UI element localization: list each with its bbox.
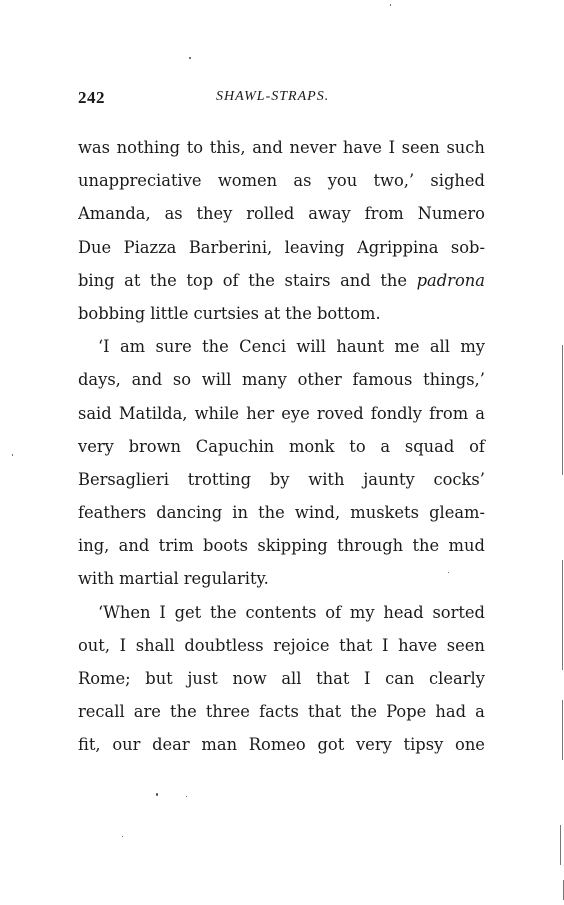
word: skipping [257, 536, 328, 556]
word: from [429, 403, 469, 423]
word: can [385, 669, 415, 688]
word: cocks’ [433, 469, 485, 489]
word: in [232, 503, 248, 523]
word: have [342, 138, 382, 157]
page-header [78, 88, 485, 114]
word: nothing [116, 138, 181, 157]
text-line [78, 333, 485, 366]
word: I [159, 602, 166, 622]
word: the [350, 702, 378, 722]
word: sure [155, 337, 192, 357]
word: through [337, 536, 404, 556]
word: Cenci [239, 337, 287, 357]
word: things,’ [423, 370, 485, 390]
word: the [210, 602, 237, 622]
word: the [412, 536, 440, 556]
word: at [124, 270, 141, 290]
word: such [446, 138, 485, 157]
word: I [364, 669, 371, 688]
word: feathers [78, 503, 147, 523]
text-line [78, 466, 485, 499]
word: jaunty [363, 469, 415, 489]
word: and [131, 370, 163, 390]
scan-edge-line [560, 825, 561, 865]
scan-edge-line [562, 700, 563, 760]
word: with [78, 569, 115, 589]
word: Rome; [78, 669, 131, 688]
word: doubtless [184, 635, 264, 655]
text-line [78, 234, 485, 267]
word: ing, [78, 536, 110, 556]
word: ‘I [98, 337, 110, 357]
word: haunt [336, 337, 385, 357]
word: I [388, 138, 396, 157]
word: tipsy [403, 735, 444, 755]
word: contents [245, 602, 317, 622]
word: our [112, 735, 141, 755]
word: a [475, 702, 485, 722]
word: monk [288, 436, 335, 456]
word: never [289, 138, 337, 157]
word: that [339, 635, 373, 655]
word: that [307, 702, 342, 722]
word: recall [78, 702, 125, 722]
word: three [205, 702, 250, 722]
word: bottom. [316, 303, 381, 323]
word: will [201, 370, 232, 390]
word: at [264, 303, 281, 323]
text-line [78, 167, 485, 200]
word: Pope [386, 702, 427, 722]
word: that [316, 669, 350, 688]
word: so [172, 370, 192, 390]
word: and [252, 138, 283, 157]
word: rolled [246, 204, 295, 224]
word: you [327, 171, 358, 191]
word: a [380, 436, 391, 456]
word: they [196, 204, 233, 224]
word: Piazza [123, 237, 177, 257]
word: the [202, 337, 229, 357]
word: but [145, 669, 173, 688]
word: very [355, 735, 392, 755]
text-line [78, 366, 485, 399]
word: while [194, 403, 240, 423]
word: are [133, 702, 161, 722]
word: brown [128, 436, 182, 456]
text-line [78, 698, 485, 731]
word: a [475, 403, 485, 423]
word: leaving [284, 237, 345, 257]
word: one [455, 735, 485, 755]
word: Matilda, [118, 403, 188, 423]
word: stairs [284, 270, 331, 290]
word: padrona [416, 270, 485, 290]
word: facts [259, 702, 299, 722]
word: other [297, 370, 342, 390]
body-text [78, 134, 485, 765]
word: roved [316, 403, 364, 423]
word: with [308, 469, 345, 489]
word: Barberini, [188, 237, 273, 257]
word: clearly [429, 669, 485, 688]
word: I [119, 635, 127, 655]
word: sob- [450, 237, 485, 257]
word: get [174, 602, 202, 622]
word: very [78, 436, 114, 456]
text-line [78, 665, 485, 698]
text-line [78, 200, 485, 233]
word: seen [446, 635, 485, 655]
word: seen [401, 138, 440, 157]
text-line [78, 267, 485, 300]
word: sorted [432, 602, 485, 622]
scan-speck [390, 4, 391, 6]
text-line [78, 632, 485, 665]
word: wind, [294, 503, 341, 523]
word: curtsies [193, 303, 260, 323]
text-line [78, 300, 485, 333]
word: from [364, 204, 404, 224]
word: unappreciative [78, 171, 202, 191]
word: to [186, 138, 204, 157]
word: my [349, 602, 375, 622]
word: the [170, 702, 197, 722]
word: bing [78, 270, 115, 290]
word: gleam- [429, 503, 485, 523]
word: by [269, 469, 290, 489]
text-line [78, 134, 485, 167]
word: and [340, 270, 371, 290]
page-number: 242 [78, 88, 105, 107]
text-line [78, 433, 485, 466]
word: top [186, 270, 214, 290]
word: of [222, 270, 239, 290]
word: rejoice [273, 635, 330, 655]
word: dear [152, 735, 190, 755]
scan-speck [186, 796, 187, 797]
scan-speck [122, 836, 123, 837]
word: fondly [370, 403, 422, 423]
word: Amanda, [78, 204, 151, 224]
word: Due [78, 237, 112, 257]
word: the [258, 503, 285, 523]
word: man [201, 735, 238, 755]
word: the [150, 270, 177, 290]
word: bobbing [78, 303, 146, 323]
word: and [118, 536, 150, 556]
word: just [187, 669, 218, 688]
word: muskets [350, 503, 419, 523]
scan-speck [189, 57, 191, 59]
text-line [78, 599, 485, 632]
word: got [317, 735, 345, 755]
word: me [394, 337, 420, 357]
word: Romeo [248, 735, 306, 755]
word: all [429, 337, 450, 357]
word: sighed [430, 171, 485, 191]
word: many [242, 370, 287, 390]
text-line [78, 731, 485, 764]
word: am [119, 337, 146, 357]
word: shall [135, 635, 175, 655]
word: Bersaglieri [78, 469, 169, 489]
word: had [435, 702, 467, 722]
word: of [325, 602, 342, 622]
word: two,’ [373, 171, 415, 191]
text-line [78, 400, 485, 433]
word: fit, [78, 735, 101, 755]
scan-edge-line [562, 345, 563, 475]
scan-edge-line [562, 560, 563, 670]
word: of [469, 436, 485, 456]
word: away [308, 204, 351, 224]
word: I [382, 635, 389, 655]
scan-speck [12, 454, 13, 456]
word: my [460, 337, 485, 357]
word: will [296, 337, 326, 357]
word: said [78, 403, 112, 423]
word: dancing [156, 503, 223, 523]
word: martial [119, 569, 179, 589]
word: squad [404, 436, 455, 456]
word: Numero [417, 204, 485, 224]
text-line [78, 565, 485, 598]
word: days, [78, 370, 121, 390]
word: this, [209, 138, 246, 157]
scan-speck [156, 793, 158, 796]
word: boots [203, 536, 248, 556]
word: as [293, 171, 312, 191]
word: regularity. [183, 569, 269, 589]
word: eye [281, 403, 310, 423]
text-line [78, 532, 485, 565]
word: little [150, 303, 189, 323]
word: famous [352, 370, 413, 390]
word: the [285, 303, 312, 323]
word: now [232, 669, 267, 688]
word: Capuchin [195, 436, 275, 456]
word: the [380, 270, 407, 290]
scan-speck [448, 572, 449, 573]
word: have [398, 635, 438, 655]
text-line [78, 499, 485, 532]
word: her [246, 403, 275, 423]
word: mud [448, 536, 485, 556]
running-head: SHAWL-STRAPS. [216, 89, 330, 104]
word: all [281, 669, 302, 688]
word: Agrippina [356, 237, 439, 257]
word: head [383, 602, 424, 622]
word: out, [78, 635, 111, 655]
word: trotting [187, 469, 252, 489]
word: as [164, 204, 183, 224]
word: women [217, 171, 278, 191]
word: to [349, 436, 366, 456]
word: trim [158, 536, 194, 556]
word: was [78, 138, 110, 157]
word: ‘When [98, 602, 151, 622]
word: the [248, 270, 275, 290]
